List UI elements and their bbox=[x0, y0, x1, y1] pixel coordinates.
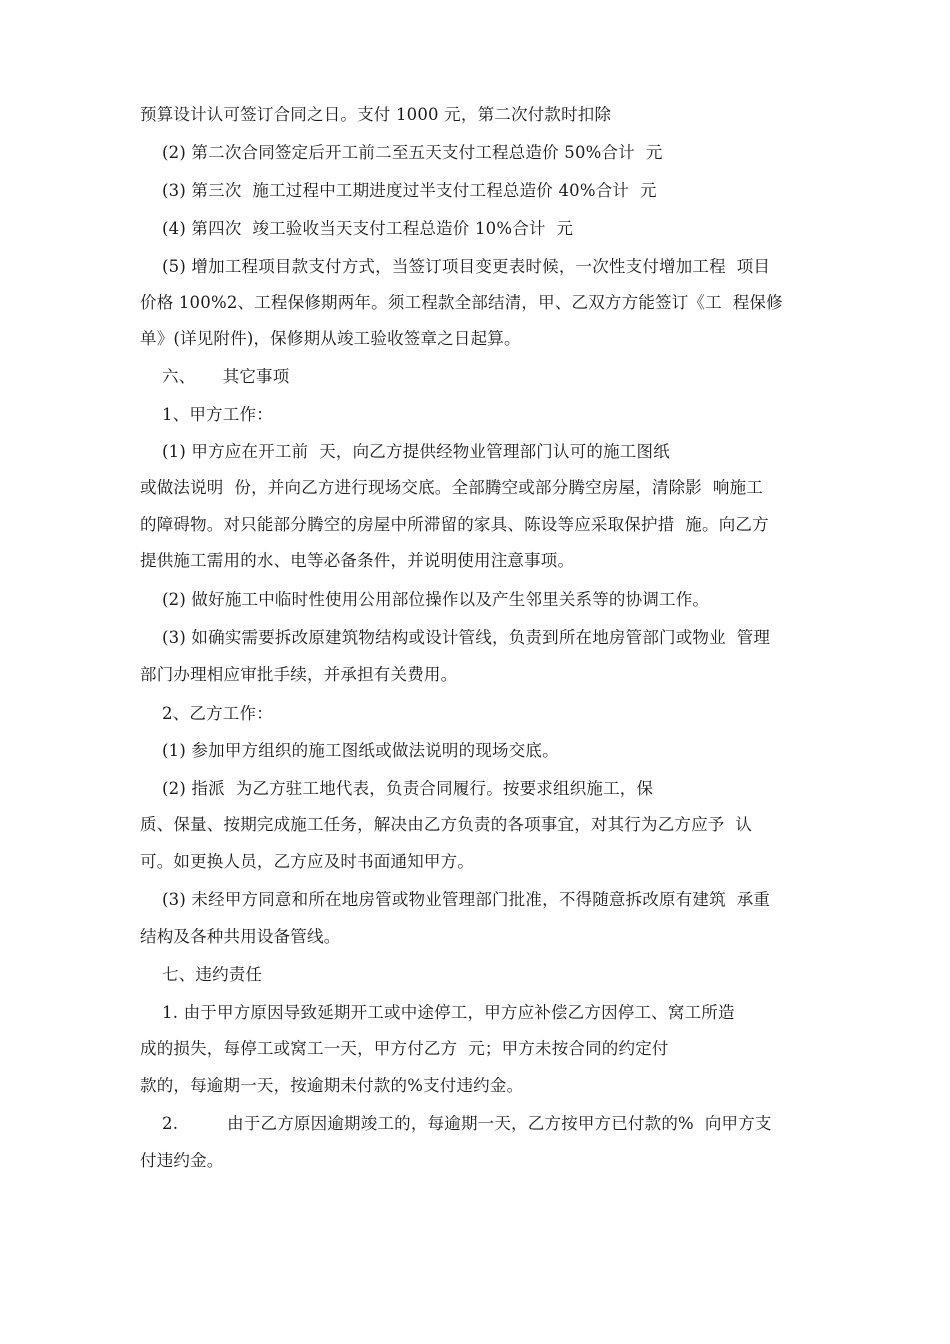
text-line: 结构及各种共用设备管线。 bbox=[140, 927, 341, 946]
text-line: 的障碍物。对只能部分腾空的房屋中所滞留的家具、陈设等应采取保护措 施。向乙方 bbox=[140, 515, 769, 534]
section-heading: 六、 其它事项 bbox=[162, 367, 290, 386]
text-line: 提供施工需用的水、电等必备条件，并说明使用注意事项。 bbox=[140, 551, 575, 570]
text-line: 付违约金。 bbox=[140, 1151, 224, 1170]
text-line: 可。如更换人员，乙方应及时书面通知甲方。 bbox=[140, 852, 474, 871]
text-line: (1) 甲方应在开工前 天，向乙方提供经物业管理部门认可的施工图纸 bbox=[162, 442, 670, 461]
text-line: (2) 第二次合同签定后开工前二至五天支付工程总造价 50%合计 元 bbox=[162, 143, 663, 162]
text-line: 1. 由于甲方原因导致延期开工或中途停工，甲方应补偿乙方因停工、窝工所造 bbox=[162, 1003, 735, 1022]
text-line: (5) 增加工程项目款支付方式，当签订项目变更表时候，一次性支付增加工程 项目 bbox=[162, 257, 771, 276]
text-line: (3) 如确实需要拆改原建筑物结构或设计管线，负责到所在地房管部门或物业 管理 bbox=[162, 628, 771, 647]
text-line: 部门办理相应审批手续，并承担有关费用。 bbox=[140, 665, 458, 684]
text-line: 2. 由于乙方原因逾期竣工的，每逾期一天，乙方按甲方已付款的% 向甲方支 bbox=[162, 1114, 772, 1133]
text-line: (4) 第四次 竣工验收当天支付工程总造价 10%合计 元 bbox=[162, 219, 574, 238]
text-line: (1) 参加甲方组织的施工图纸或做法说明的现场交底。 bbox=[162, 741, 559, 760]
text-line: (2) 指派 为乙方驻工地代表，负责合同履行。按要求组织施工，保 bbox=[162, 779, 654, 798]
text-line: 单》(详见附件)，保修期从竣工验收签章之日起算。 bbox=[140, 329, 521, 348]
text-line: 预算设计认可签订合同之日。支付 1000 元，第二次付款时扣除 bbox=[140, 105, 612, 124]
subsection-heading: 2、乙方工作： bbox=[162, 704, 273, 723]
subsection-heading: 1、甲方工作： bbox=[162, 405, 273, 424]
text-line: 成的损失，每停工或窝工一天，甲方付乙方 元；甲方未按合同的约定付 bbox=[140, 1039, 669, 1058]
text-line: (3) 第三次 施工过程中工期进度过半支付工程总造价 40%合计 元 bbox=[162, 181, 657, 200]
text-line: (2) 做好施工中临时性使用公用部位操作以及产生邻里关系等的协调工作。 bbox=[162, 590, 710, 609]
text-line: 价格 100%2、工程保修期两年。须工程款全部结清，甲、乙双方方能签订《工 程保修 bbox=[140, 293, 783, 312]
text-line: 或做法说明 份，并向乙方进行现场交底。全部腾空或部分腾空房屋，清除影 响施工 bbox=[140, 478, 763, 497]
section-heading: 七、违约责任 bbox=[162, 965, 263, 984]
text-line: 款的，每逾期一天，按逾期未付款的%支付违约金。 bbox=[140, 1076, 524, 1095]
text-line: (3) 未经甲方同意和所在地房管或物业管理部门批准，不得随意拆改原有建筑 承重 bbox=[162, 890, 771, 909]
text-line: 质、保量、按期完成施工任务，解决由乙方负责的各项事宜，对其行为乙方应予 认 bbox=[140, 815, 753, 834]
